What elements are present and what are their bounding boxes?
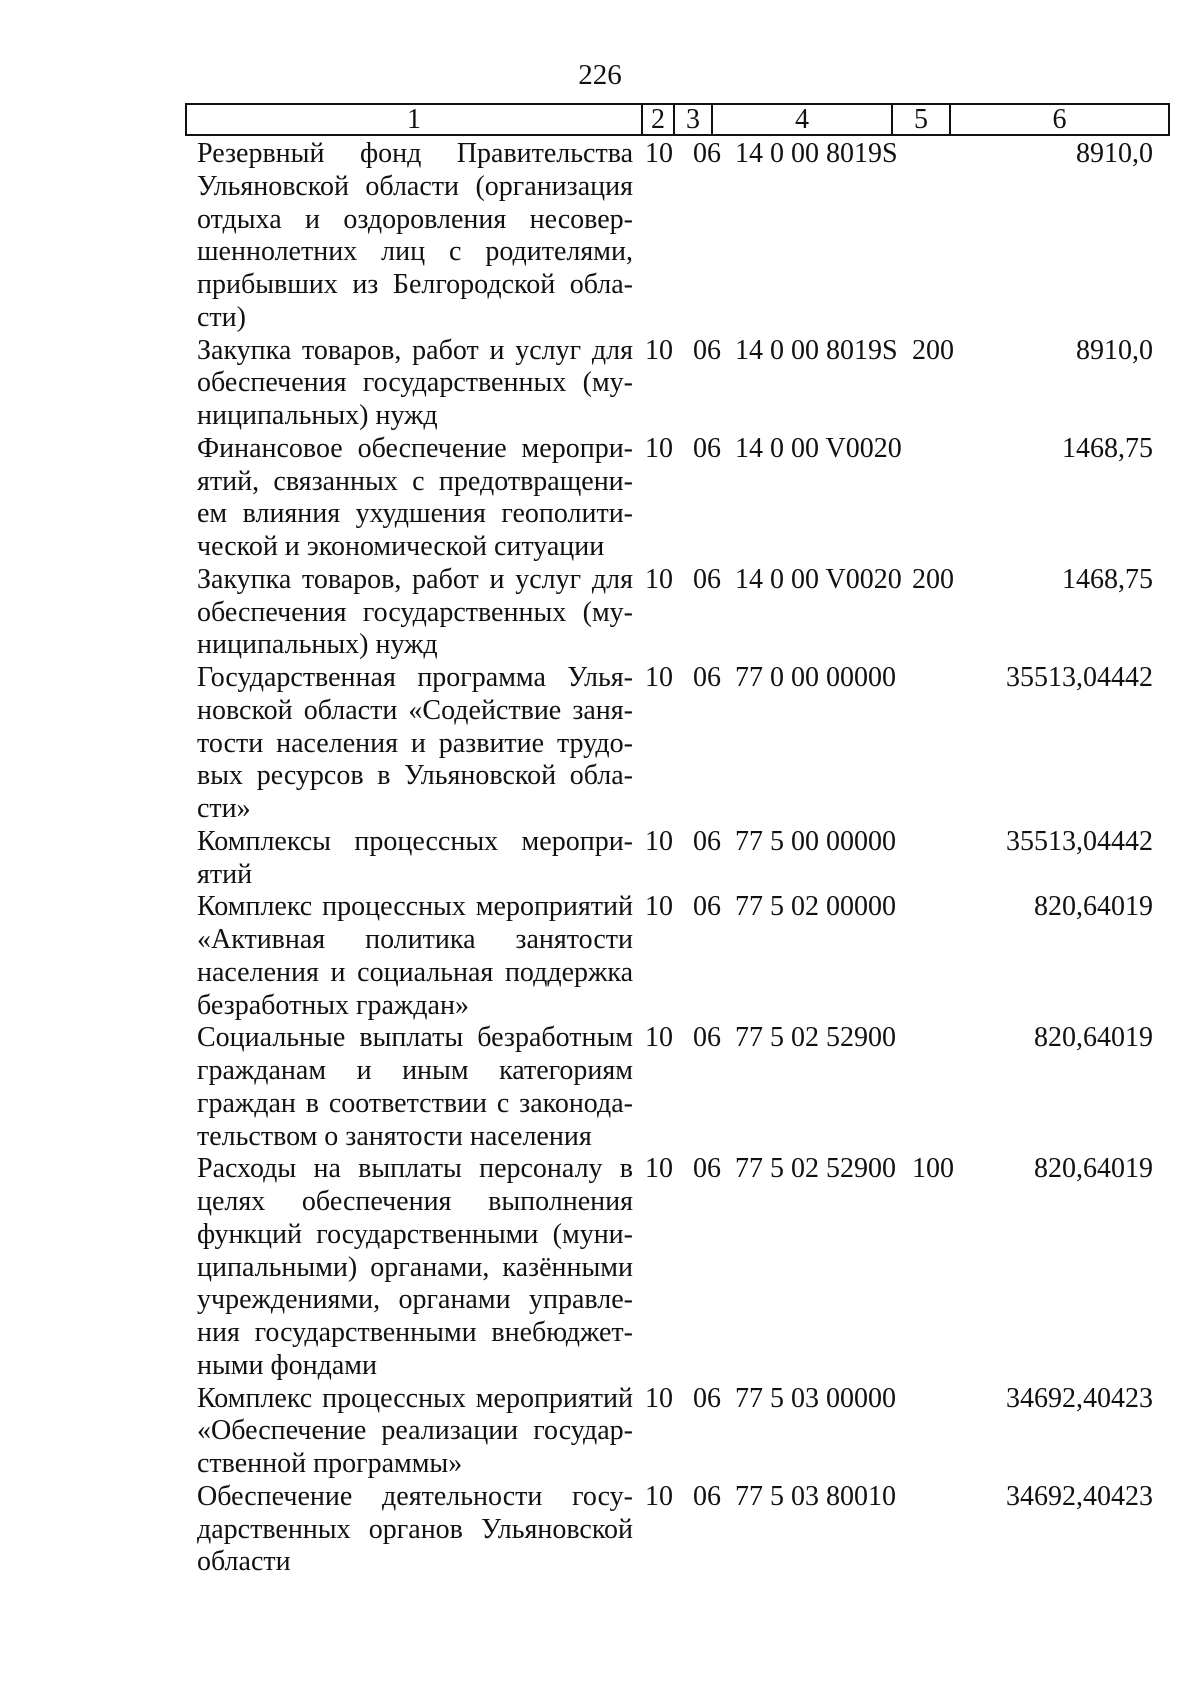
- row-section: 10: [645, 662, 673, 693]
- row-target-code: 14 0 00 V0020: [735, 432, 902, 464]
- table-header: [185, 103, 1170, 136]
- header-col-1: 1: [187, 105, 643, 134]
- row-amount: 35513,04442: [1006, 825, 1153, 857]
- row-target-code: 77 5 03 80010: [735, 1480, 896, 1512]
- row-target-code: 77 5 00 00000: [735, 825, 896, 857]
- row-section: 10: [645, 1382, 673, 1414]
- row-amount: 34692,40423: [1006, 1382, 1153, 1414]
- row-expense-type: [912, 891, 977, 1022]
- row-expense-type: [912, 1383, 977, 1481]
- header-col-4: 4: [713, 105, 893, 134]
- row-expense-type: [912, 662, 977, 826]
- row-amount: 35513,04442: [1006, 662, 1153, 693]
- row-subsection: 06: [693, 1382, 721, 1414]
- row-name: Закупка товаров, работ и услуг для обеспечения государственных (му-ниципальных) нужд: [197, 334, 633, 431]
- row-target-code: 14 0 00 8019S: [735, 334, 898, 366]
- table-row: [197, 564, 1157, 662]
- row-amount: 8910,0: [1076, 138, 1153, 169]
- row-name: Финансовое обеспечение меропри-ятий, связанных с предотвращени-ем влияния ухудшения геополити-ческой и экономической ситуации: [197, 432, 633, 562]
- row-section: 10: [645, 891, 673, 923]
- row-amount: 820,64019: [1034, 1022, 1153, 1054]
- row-expense-type: [912, 826, 977, 892]
- table-row: [197, 433, 1157, 564]
- row-subsection: 06: [693, 138, 721, 169]
- header-col-6: 6: [1052, 104, 1067, 135]
- row-name: Обеспечение деятельности госу-дарственных органов Ульяновской области: [197, 1480, 633, 1578]
- table-row: [197, 138, 1157, 335]
- row-name: Государственная программа Улья-новской области «Содействие заня-тости населения и развитие трудо-вых ресурсов в Ульяновской обла-сти»: [197, 662, 633, 824]
- row-section: 10: [645, 334, 673, 366]
- table-body: [197, 138, 1157, 1579]
- row-target-code: 77 5 03 00000: [735, 1382, 896, 1414]
- row-subsection: 06: [693, 825, 721, 857]
- row-subsection: 06: [693, 334, 721, 366]
- row-target-code: 14 0 00 8019S: [735, 138, 898, 169]
- row-section: 10: [645, 1480, 673, 1512]
- row-subsection: 06: [693, 432, 721, 464]
- row-section: 10: [645, 432, 673, 464]
- row-subsection: 06: [693, 1153, 721, 1185]
- row-section: 10: [645, 563, 673, 595]
- row-section: 10: [645, 825, 673, 857]
- row-expense-type: 100: [912, 1153, 954, 1185]
- table-row: [197, 1383, 1157, 1481]
- row-expense-type: 200: [912, 563, 954, 595]
- row-subsection: 06: [693, 891, 721, 923]
- row-amount: 1468,75: [1062, 563, 1153, 595]
- row-amount: 1468,75: [1062, 432, 1153, 464]
- row-amount: 820,64019: [1034, 1153, 1153, 1185]
- row-subsection: 06: [693, 1022, 721, 1054]
- row-name: Резервный фонд Правительства Ульяновской области (организация отдыха и оздоровления несовер-шеннолетних лиц с родителями, прибывших из Белгородской обла-сти): [197, 138, 633, 333]
- row-target-code: 77 5 02 00000: [735, 891, 896, 923]
- row-name: Расходы на выплаты персоналу в целях обеспечения выполнения функций государственными (муни-ципальными) органами, казёнными учреждениями, органами управле-ния государственными внебюджет-ными фондами: [197, 1153, 633, 1381]
- row-name: Закупка товаров, работ и услуг для обеспечения государственных (му-ниципальных) нужд: [197, 563, 633, 661]
- row-name: Комплекс процессных мероприятий «Активная политика занятости населения и социальная поддержка безработных граждан»: [197, 891, 633, 1021]
- row-name: Социальные выплаты безработным гражданам и иным категориям граждан в соответствии с законода-тельством о занятости населения: [197, 1022, 633, 1152]
- table-row: [197, 335, 1157, 433]
- row-expense-type: [912, 1022, 977, 1153]
- row-name: Комплексы процессных меропри-ятий: [197, 825, 633, 890]
- row-section: 10: [645, 1153, 673, 1185]
- row-section: 10: [645, 138, 673, 169]
- row-target-code: 14 0 00 V0020: [735, 563, 902, 595]
- row-amount: 8910,0: [1076, 334, 1153, 366]
- row-target-code: 77 0 00 00000: [735, 662, 896, 693]
- row-subsection: 06: [693, 662, 721, 693]
- page-number: 226: [578, 59, 622, 91]
- row-target-code: 77 5 02 52900: [735, 1022, 896, 1054]
- table-row: [197, 1481, 1157, 1579]
- row-expense-type: 200: [912, 334, 954, 366]
- row-subsection: 06: [693, 1480, 721, 1512]
- table-row: [197, 1022, 1157, 1153]
- row-amount: 34692,40423: [1006, 1480, 1153, 1512]
- row-expense-type: [912, 1481, 977, 1579]
- row-name: Комплекс процессных мероприятий «Обеспечение реализации государ-ственной программы»: [197, 1382, 633, 1479]
- row-amount: 820,64019: [1034, 891, 1153, 923]
- table-row: [197, 826, 1157, 892]
- row-subsection: 06: [693, 563, 721, 595]
- table-row: [197, 1153, 1157, 1382]
- row-expense-type: [912, 433, 977, 564]
- row-target-code: 77 5 02 52900: [735, 1153, 896, 1185]
- header-col-3: 3: [675, 105, 713, 134]
- table-row: [197, 662, 1157, 826]
- table-row: [197, 891, 1157, 1022]
- row-expense-type: [912, 138, 977, 335]
- row-section: 10: [645, 1022, 673, 1054]
- header-col-5: 5: [893, 105, 951, 134]
- header-col-2: 2: [643, 105, 675, 134]
